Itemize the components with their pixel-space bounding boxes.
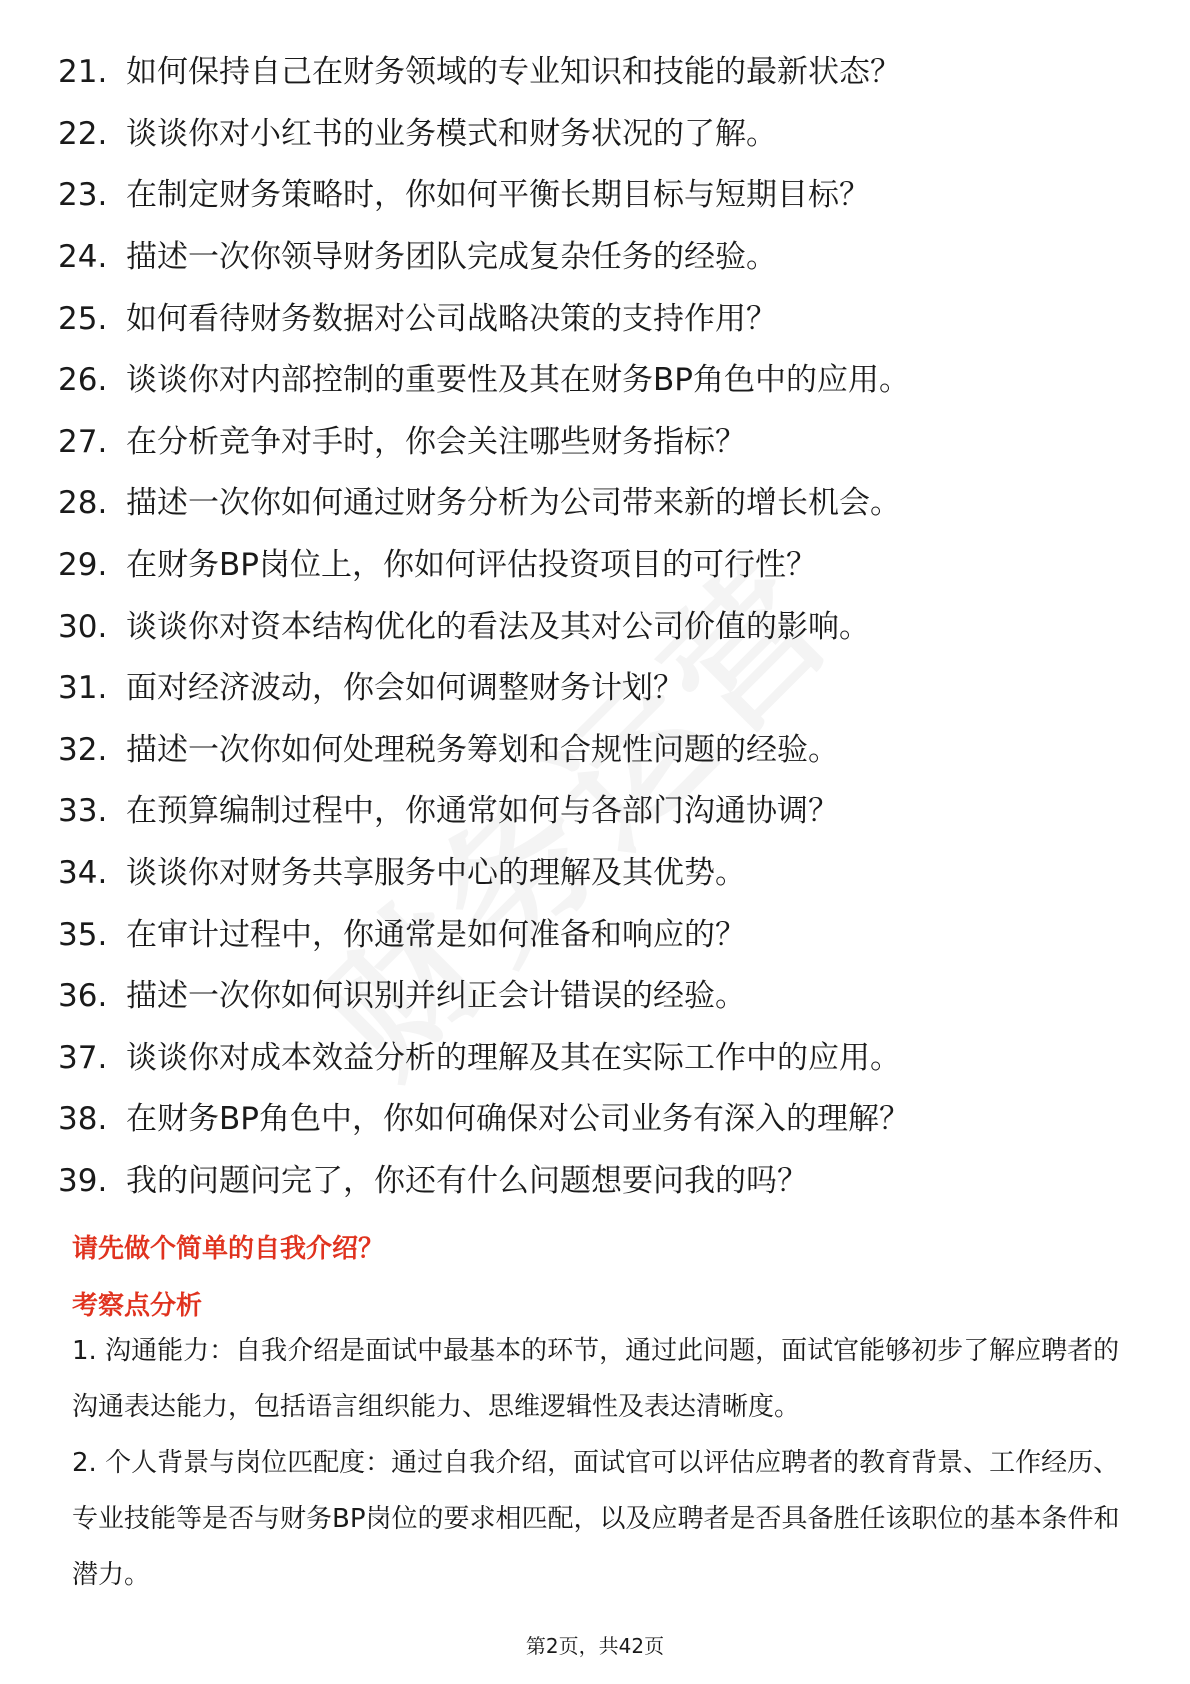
question-number: 31. bbox=[58, 670, 108, 707]
question-item bbox=[58, 781, 1138, 843]
question-item bbox=[58, 535, 1138, 597]
question-item bbox=[58, 596, 1138, 658]
question-text: 谈谈你对财务共享服务中心的理解及其优势。 bbox=[126, 855, 746, 892]
question-number: 22. bbox=[58, 115, 108, 152]
question-text: 描述一次你领导财务团队完成复杂任务的经验。 bbox=[126, 239, 777, 276]
question-number: 28. bbox=[58, 485, 108, 522]
question-item bbox=[58, 658, 1138, 720]
question-number: 25. bbox=[58, 300, 108, 337]
question-number: 34. bbox=[58, 855, 108, 892]
question-text: 在预算编制过程中，你通常如何与各部门沟通协调？ bbox=[126, 793, 839, 830]
question-number: 38. bbox=[58, 1101, 108, 1138]
question-number: 23. bbox=[58, 177, 108, 214]
question-text: 如何看待财务数据对公司战略决策的支持作用？ bbox=[126, 300, 777, 337]
analysis-point: 1. 沟通能力：自我介绍是面试中最基本的环节，通过此问题，面试官能够初步了解应聘者的沟通表达能力，包括语言组织能力、思维逻辑性及表达清晰度。 bbox=[72, 1336, 1120, 1422]
analysis-points bbox=[72, 1323, 1122, 1603]
question-text: 谈谈你对资本结构优化的看法及其对公司价值的影响。 bbox=[126, 608, 870, 645]
question-text: 在财务BP角色中，你如何确保对公司业务有深入的理解？ bbox=[126, 1101, 910, 1138]
question-number: 35. bbox=[58, 916, 108, 953]
question-number: 39. bbox=[58, 1162, 108, 1199]
question-text: 面对经济波动，你会如何调整财务计划？ bbox=[126, 670, 684, 707]
question-number: 36. bbox=[58, 978, 108, 1015]
question-number: 30. bbox=[58, 608, 108, 645]
question-list bbox=[58, 42, 1138, 1212]
question-text: 在财务BP岗位上，你如何评估投资项目的可行性？ bbox=[126, 547, 817, 584]
question-item bbox=[58, 165, 1138, 227]
question-item bbox=[58, 104, 1138, 166]
question-item bbox=[58, 42, 1138, 104]
question-number: 21. bbox=[58, 54, 108, 91]
question-item bbox=[58, 1151, 1138, 1213]
question-item bbox=[58, 843, 1138, 905]
analysis-point: 2. 个人背景与岗位匹配度：通过自我介绍，面试官可以评估应聘者的教育背景、工作经历、专业技能等是否与财务BP岗位的要求相匹配，以及应聘者是否具备胜任该职位的基本条件和潜力。 bbox=[72, 1448, 1120, 1590]
question-text: 描述一次你如何通过财务分析为公司带来新的增长机会。 bbox=[126, 485, 901, 522]
section-question-heading bbox=[72, 1236, 1122, 1262]
question-number: 27. bbox=[58, 423, 108, 460]
analysis-heading-wrap bbox=[72, 1293, 1122, 1319]
question-item bbox=[58, 227, 1138, 289]
question-item bbox=[58, 720, 1138, 782]
question-item bbox=[58, 904, 1138, 966]
question-text: 描述一次你如何处理税务筹划和合规性问题的经验。 bbox=[126, 731, 839, 768]
page-footer: 第2页，共42页 bbox=[525, 1634, 665, 1658]
question-item bbox=[58, 1089, 1138, 1151]
question-text: 如何保持自己在财务领域的专业知识和技能的最新状态？ bbox=[126, 54, 901, 91]
question-text: 谈谈你对成本效益分析的理解及其在实际工作中的应用。 bbox=[126, 1039, 901, 1076]
question-text: 我的问题问完了，你还有什么问题想要问我的吗？ bbox=[126, 1162, 808, 1199]
question-number: 29. bbox=[58, 547, 108, 584]
question-text: 描述一次你如何识别并纠正会计错误的经验。 bbox=[126, 978, 746, 1015]
question-text: 谈谈你对小红书的业务模式和财务状况的了解。 bbox=[126, 115, 777, 152]
question-item bbox=[58, 412, 1138, 474]
question-item bbox=[58, 473, 1138, 535]
question-item bbox=[58, 966, 1138, 1028]
question-number: 32. bbox=[58, 731, 108, 768]
question-text: 在制定财务策略时，你如何平衡长期目标与短期目标？ bbox=[126, 177, 870, 214]
question-item bbox=[58, 1028, 1138, 1090]
question-text: 谈谈你对内部控制的重要性及其在财务BP角色中的应用。 bbox=[126, 362, 910, 399]
question-text: 在分析竞争对手时，你会关注哪些财务指标？ bbox=[126, 423, 746, 460]
question-number: 37. bbox=[58, 1039, 108, 1076]
question-text: 在审计过程中，你通常是如何准备和响应的？ bbox=[126, 916, 746, 953]
question-item bbox=[58, 288, 1138, 350]
question-number: 24. bbox=[58, 239, 108, 276]
section-question: 请先做个简单的自我介绍？ bbox=[72, 1234, 385, 1264]
question-item bbox=[58, 350, 1138, 412]
question-number: 26. bbox=[58, 362, 108, 399]
analysis-heading: 考察点分析 bbox=[72, 1291, 203, 1321]
question-number: 33. bbox=[58, 793, 108, 830]
